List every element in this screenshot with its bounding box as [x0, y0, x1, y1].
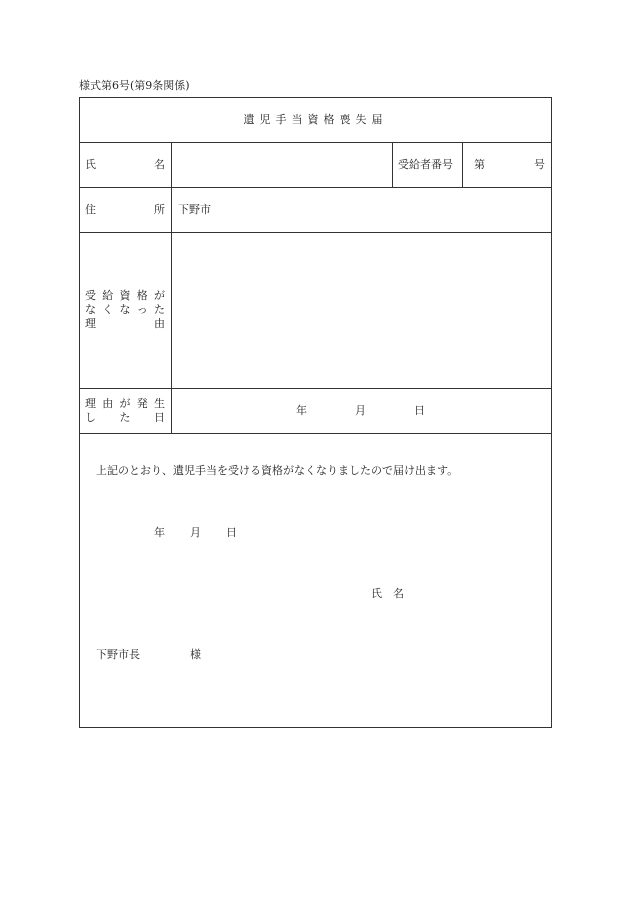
divider-recipient-number	[462, 142, 463, 187]
form-title: 遺児手当資格喪失届	[243, 113, 388, 126]
submission-month-label: 月	[190, 526, 201, 539]
divider-name	[79, 187, 552, 188]
recipient-number-field[interactable]	[495, 143, 525, 187]
form-number: 様式第6号(第9条関係)	[79, 79, 190, 92]
date-year-label: 年	[296, 404, 307, 417]
submission-year-label: 年	[154, 526, 165, 539]
addressee: 下野市長	[96, 648, 140, 661]
address-value[interactable]: 下野市	[178, 203, 211, 216]
declaration-statement: 上記のとおり、遺児手当を受ける資格がなくなりましたので届け出ます。	[96, 464, 459, 477]
address-label: 住所	[85, 203, 165, 216]
number-suffix: 号	[534, 158, 545, 171]
reason-field[interactable]	[172, 233, 551, 388]
recipient-number-label: 受給者番号	[398, 158, 453, 171]
date-day-label: 日	[414, 404, 425, 417]
date-month-label: 月	[355, 404, 366, 417]
reason-label: 受給資格が なくなった 理由	[85, 289, 165, 330]
name-label: 氏名	[85, 158, 165, 171]
divider-reason	[79, 388, 552, 389]
divider-date	[79, 433, 552, 434]
applicant-name-label: 氏 名	[371, 587, 404, 600]
divider-recipient-label	[392, 142, 393, 187]
honorific: 様	[190, 648, 201, 661]
submission-day-label: 日	[226, 526, 237, 539]
number-prefix: 第	[474, 158, 485, 171]
date-occurred-label: 理由が発生 した日	[85, 397, 165, 424]
name-field[interactable]	[172, 143, 392, 187]
